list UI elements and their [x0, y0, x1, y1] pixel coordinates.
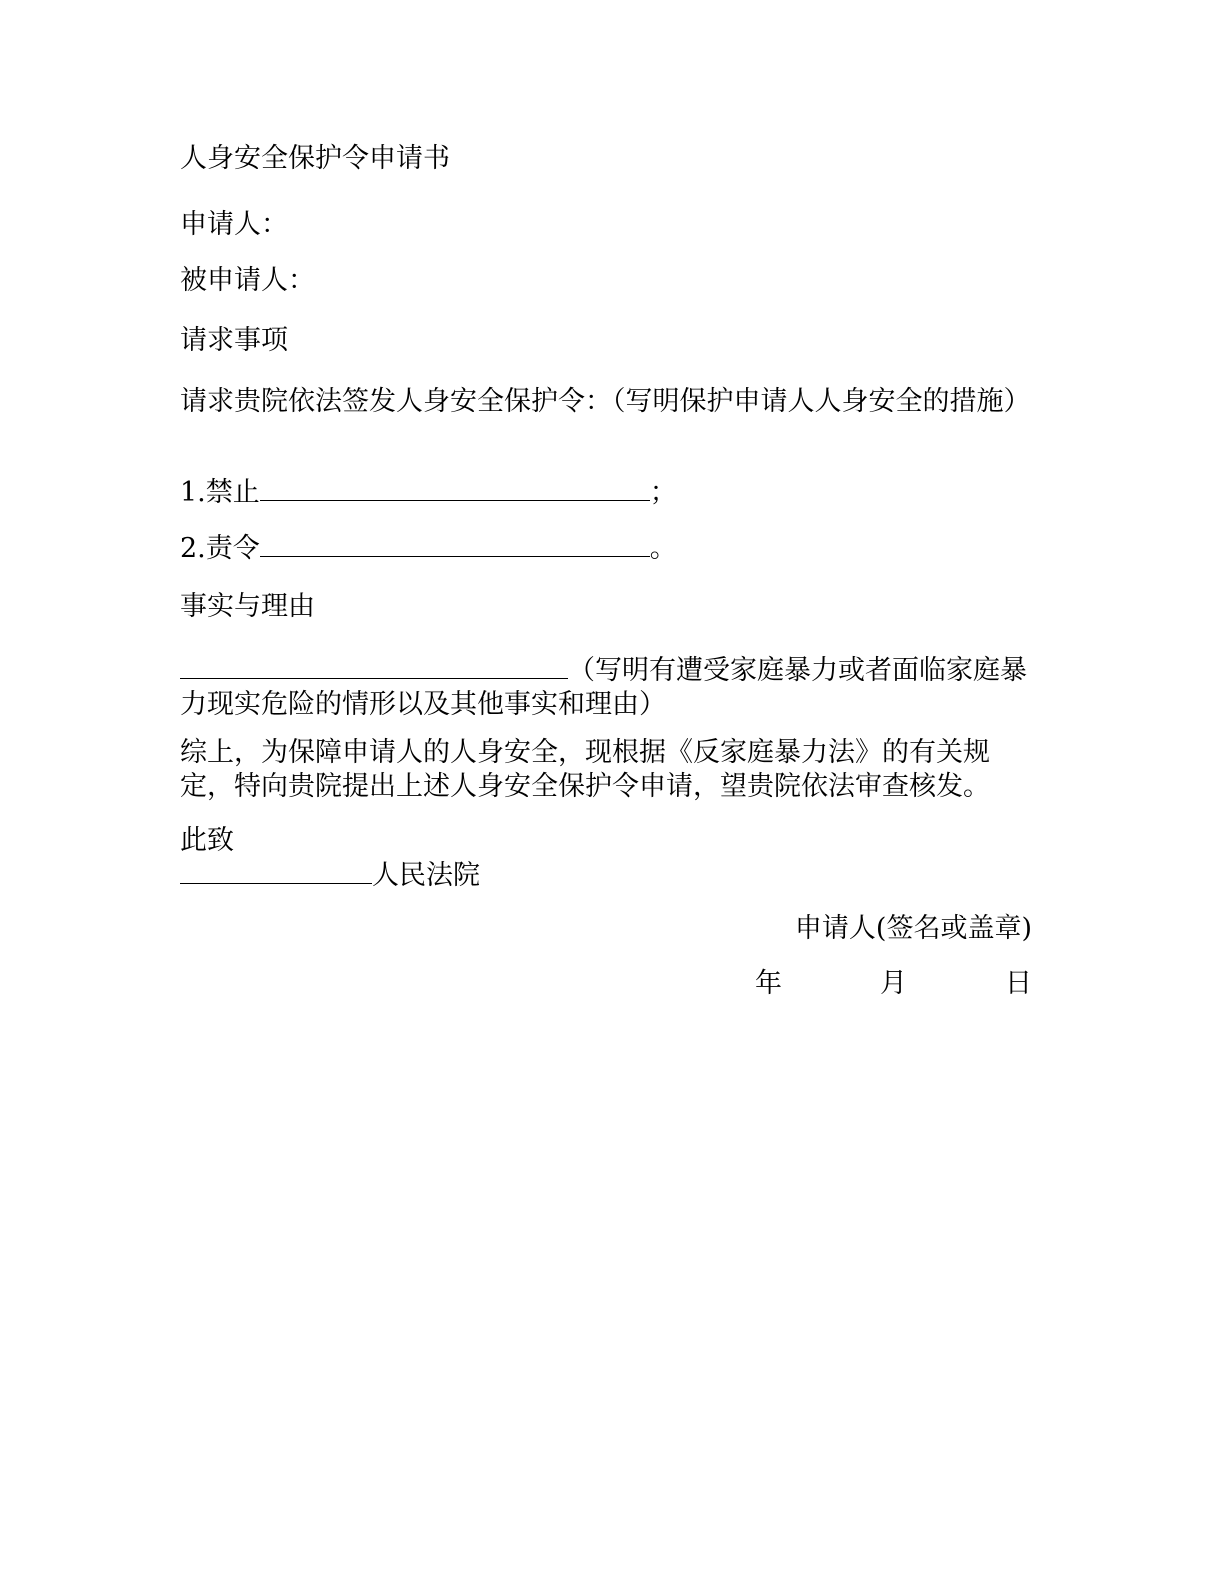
date-year: 年 [755, 968, 782, 999]
document-title: 人身安全保护令申请书 [180, 143, 450, 174]
item2-prefix: 2.责令 [180, 533, 260, 564]
item1-blank-line[interactable] [260, 474, 650, 501]
request-item-2 [180, 530, 677, 566]
request-intro: 请求贵院依法签发人身安全保护令：（写明保护申请人人身安全的措施） [180, 386, 1031, 417]
court-blank-line[interactable] [180, 857, 372, 884]
respondent-label: 被申请人： [180, 265, 315, 296]
item1-prefix: 1.禁止 [180, 477, 260, 508]
court-line [180, 857, 480, 893]
date-month: 月 [880, 968, 907, 999]
salutation: 此致 [180, 825, 234, 856]
court-suffix: 人民法院 [372, 860, 480, 891]
conclusion-paragraph: 综上，为保障申请人的人身安全，现根据《反家庭暴力法》的有关规定，特向贵院提出上述人身安全保护令申请，望贵院依法审查核发。 [180, 737, 990, 802]
request-item-1 [180, 474, 677, 510]
request-heading: 请求事项 [180, 325, 288, 356]
facts-note: （写明有遭受家庭暴力或者面临家庭暴力现实危险的情形以及其他事实和理由） [180, 655, 1027, 720]
item1-suffix: ； [649, 477, 677, 508]
item2-blank-line[interactable] [260, 530, 650, 557]
facts-heading: 事实与理由 [180, 591, 315, 622]
facts-blank-line[interactable] [180, 652, 568, 679]
applicant-label: 申请人： [180, 209, 288, 240]
item2-suffix: 。 [649, 533, 677, 564]
date-line [755, 967, 1032, 1001]
date-day: 日 [1005, 968, 1032, 999]
signature-label: 申请人(签名或盖章) [794, 913, 1032, 944]
facts-paragraph [180, 652, 1032, 722]
